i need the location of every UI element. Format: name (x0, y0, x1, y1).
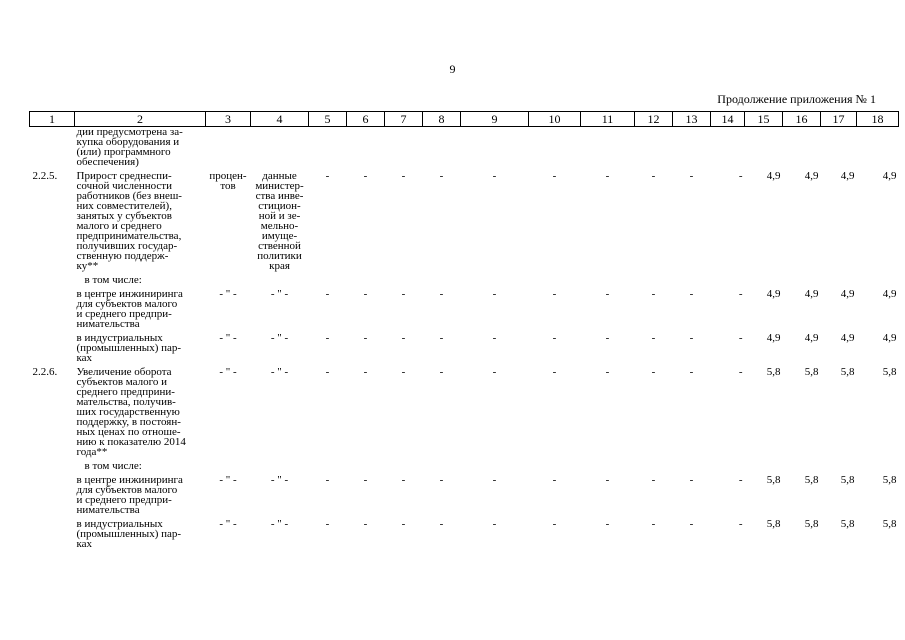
row-value: - (738, 474, 743, 486)
table-row (30, 289, 899, 329)
row-source: данные министер- ства инве- стицион- ной и зе- мельно- имуще- ственной политики края (255, 170, 304, 272)
table-row (30, 475, 899, 515)
row-value (461, 275, 529, 285)
row-value: - (325, 332, 330, 344)
row-value (745, 461, 783, 471)
row-value: 4,9 (766, 332, 781, 344)
row-value: - (605, 332, 610, 344)
row-value: - (552, 366, 557, 378)
row-value (309, 275, 347, 285)
row-value: 4,9 (840, 288, 855, 300)
column-header: 2 (75, 112, 206, 127)
row-unit: - " - (219, 518, 237, 530)
row-value (711, 461, 745, 471)
row-value: - (651, 474, 656, 486)
row-value: - (738, 518, 743, 530)
row-value: - (439, 288, 444, 300)
row-value (673, 127, 711, 168)
row-number (30, 289, 75, 329)
row-value: - (552, 518, 557, 530)
row-value: - (689, 366, 694, 378)
table-row (30, 461, 899, 471)
row-value (711, 127, 745, 168)
row-value: - (439, 474, 444, 486)
row-value (423, 127, 461, 168)
row-value (581, 275, 635, 285)
table-row (30, 333, 899, 363)
row-value: - (325, 170, 330, 182)
row-value: - (439, 170, 444, 182)
row-value: - (492, 474, 497, 486)
column-header: 16 (783, 112, 821, 127)
row-unit: процен- тов (209, 170, 247, 192)
column-header: 4 (251, 112, 309, 127)
row-value (745, 275, 783, 285)
row-value: - (363, 474, 368, 486)
column-header: 5 (309, 112, 347, 127)
row-value: - (401, 518, 406, 530)
row-number (30, 461, 75, 471)
row-value: - (325, 518, 330, 530)
row-number: 2.2.6. (32, 366, 58, 378)
column-header: 18 (857, 112, 899, 127)
row-source: - " - (270, 518, 289, 530)
row-value: 5,8 (766, 518, 781, 530)
row-value: - (492, 332, 497, 344)
row-number (30, 127, 75, 168)
row-value: 5,8 (840, 474, 855, 486)
row-value: 4,9 (882, 332, 897, 344)
row-value: 4,9 (766, 170, 781, 182)
row-value: - (492, 288, 497, 300)
row-value: - (738, 366, 743, 378)
row-source: - " - (270, 288, 289, 300)
row-value (347, 275, 385, 285)
row-value: - (401, 366, 406, 378)
row-value: - (401, 288, 406, 300)
column-header: 13 (673, 112, 711, 127)
row-value: - (363, 518, 368, 530)
column-header: 10 (529, 112, 581, 127)
row-value (783, 461, 821, 471)
row-value: - (689, 474, 694, 486)
row-value: 4,9 (804, 332, 819, 344)
table-row (30, 367, 899, 457)
row-value (423, 461, 461, 471)
row-value: - (605, 366, 610, 378)
row-value: 5,8 (882, 474, 897, 486)
row-value (635, 275, 673, 285)
row-spacer-cell (30, 549, 899, 553)
row-value: 4,9 (840, 170, 855, 182)
column-header: 15 (745, 112, 783, 127)
row-value: 5,8 (766, 366, 781, 378)
column-header: 17 (821, 112, 857, 127)
row-name: в центре инжиниринга для субъектов малого и среднего предпри- нимательства (76, 474, 183, 516)
row-value: 4,9 (882, 170, 897, 182)
table-row (30, 127, 899, 168)
column-header: 1 (30, 112, 75, 127)
row-value: - (492, 170, 497, 182)
row-value: - (325, 366, 330, 378)
row-value: 4,9 (882, 288, 897, 300)
row-value: - (651, 288, 656, 300)
row-value (385, 275, 423, 285)
row-value (423, 275, 461, 285)
row-value: - (605, 474, 610, 486)
row-value: - (605, 170, 610, 182)
column-header: 7 (385, 112, 423, 127)
row-source: - " - (270, 332, 289, 344)
row-value (529, 461, 581, 471)
table-row (30, 275, 899, 285)
column-header: 6 (347, 112, 385, 127)
row-name: в том числе: (84, 460, 142, 472)
row-number (30, 519, 75, 549)
row-value: - (689, 518, 694, 530)
row-value (857, 275, 899, 285)
row-value (529, 127, 581, 168)
row-value: - (439, 332, 444, 344)
row-name: в центре инжиниринга для субъектов малого и среднего предпри- нимательства (76, 288, 183, 330)
row-value: - (363, 170, 368, 182)
header-row (30, 112, 899, 127)
row-unit: - " - (219, 332, 237, 344)
row-value (783, 275, 821, 285)
row-unit: - " - (219, 288, 237, 300)
row-value (461, 461, 529, 471)
row-value (529, 275, 581, 285)
row-value: 4,9 (840, 332, 855, 344)
row-value (309, 127, 347, 168)
row-value: 5,8 (804, 474, 819, 486)
row-value: - (325, 474, 330, 486)
row-value: - (651, 332, 656, 344)
row-value: - (689, 332, 694, 344)
row-value (857, 127, 899, 168)
row-value: - (439, 366, 444, 378)
row-number: 2.2.5. (32, 170, 58, 182)
row-value (745, 127, 783, 168)
row-value: 5,8 (804, 518, 819, 530)
row-value (673, 275, 711, 285)
row-value: - (689, 288, 694, 300)
row-value: - (363, 288, 368, 300)
row-value: - (492, 518, 497, 530)
row-value: 5,8 (882, 518, 897, 530)
row-value (711, 275, 745, 285)
row-value: - (492, 366, 497, 378)
row-value: 4,9 (766, 288, 781, 300)
row-number (30, 475, 75, 515)
row-value (385, 461, 423, 471)
row-value (347, 461, 385, 471)
row-value (783, 127, 821, 168)
row-source: - " - (270, 474, 289, 486)
row-value: - (401, 474, 406, 486)
row-name: в индустриальных (промышленных) пар- ках (76, 518, 182, 550)
row-source (251, 461, 309, 471)
row-value (309, 461, 347, 471)
row-source: - " - (270, 366, 289, 378)
row-name: в том числе: (84, 274, 142, 286)
row-value: - (552, 170, 557, 182)
row-value (635, 127, 673, 168)
row-value: 5,8 (766, 474, 781, 486)
appendix-table (29, 111, 899, 553)
row-value (461, 127, 529, 168)
row-value (385, 127, 423, 168)
row-value: 5,8 (804, 366, 819, 378)
row-value: 5,8 (840, 518, 855, 530)
row-value: - (738, 170, 743, 182)
row-value: - (325, 288, 330, 300)
table-row (30, 519, 899, 549)
row-value: - (401, 170, 406, 182)
column-header: 8 (423, 112, 461, 127)
page-number: 9 (449, 62, 456, 76)
row-unit (206, 127, 251, 168)
row-value: 5,8 (840, 366, 855, 378)
column-header: 11 (581, 112, 635, 127)
row-value (347, 127, 385, 168)
row-value: - (651, 518, 656, 530)
row-value: 4,9 (804, 170, 819, 182)
column-header: 3 (206, 112, 251, 127)
row-value (821, 127, 857, 168)
row-value: - (605, 288, 610, 300)
row-value (673, 461, 711, 471)
row-value: - (651, 366, 656, 378)
row-value: - (401, 332, 406, 344)
row-source (251, 127, 309, 168)
row-unit (206, 461, 251, 471)
column-header: 9 (461, 112, 529, 127)
row-value (857, 461, 899, 471)
row-value: - (552, 332, 557, 344)
row-value: - (363, 332, 368, 344)
row-value (821, 461, 857, 471)
row-value (581, 127, 635, 168)
row-value: - (605, 518, 610, 530)
row-value (635, 461, 673, 471)
row-value: 5,8 (882, 366, 897, 378)
row-source (251, 275, 309, 285)
row-name: Увеличение оборота субъектов малого и среднего предприни- мательства, получив- ших государственную поддержку, в постоян- ных ценах по отноше- нию к показателю 2014 года** (76, 366, 186, 458)
row-value: - (738, 332, 743, 344)
row-number (30, 333, 75, 363)
row-value: - (651, 170, 656, 182)
column-header: 14 (711, 112, 745, 127)
row-unit (206, 275, 251, 285)
column-header: 12 (635, 112, 673, 127)
row-number (30, 275, 75, 285)
continuation-label: Продолжение приложения № 1 (717, 92, 876, 106)
row-value: - (738, 288, 743, 300)
row-value: - (552, 288, 557, 300)
row-value: - (363, 366, 368, 378)
row-name: Прирост среднеспи- сочной численности работников (без внеш- них совместителей), занятых у субъектов малого и среднего предпринимательства, получивших государ- ственную поддерж- ку** (76, 170, 182, 272)
row-value (821, 275, 857, 285)
row-name: в индустриальных (промышленных) пар- ках (76, 332, 182, 364)
row-name: дии предусмотрена за- купка оборудования и (или) программного обеспечения) (76, 126, 183, 168)
row-value: - (689, 170, 694, 182)
row-value: - (439, 518, 444, 530)
table-row (30, 171, 899, 271)
row-unit: - " - (219, 474, 237, 486)
row-value: - (552, 474, 557, 486)
row-unit: - " - (219, 366, 237, 378)
row-value (581, 461, 635, 471)
row-value: 4,9 (804, 288, 819, 300)
row-spacer (30, 549, 899, 553)
